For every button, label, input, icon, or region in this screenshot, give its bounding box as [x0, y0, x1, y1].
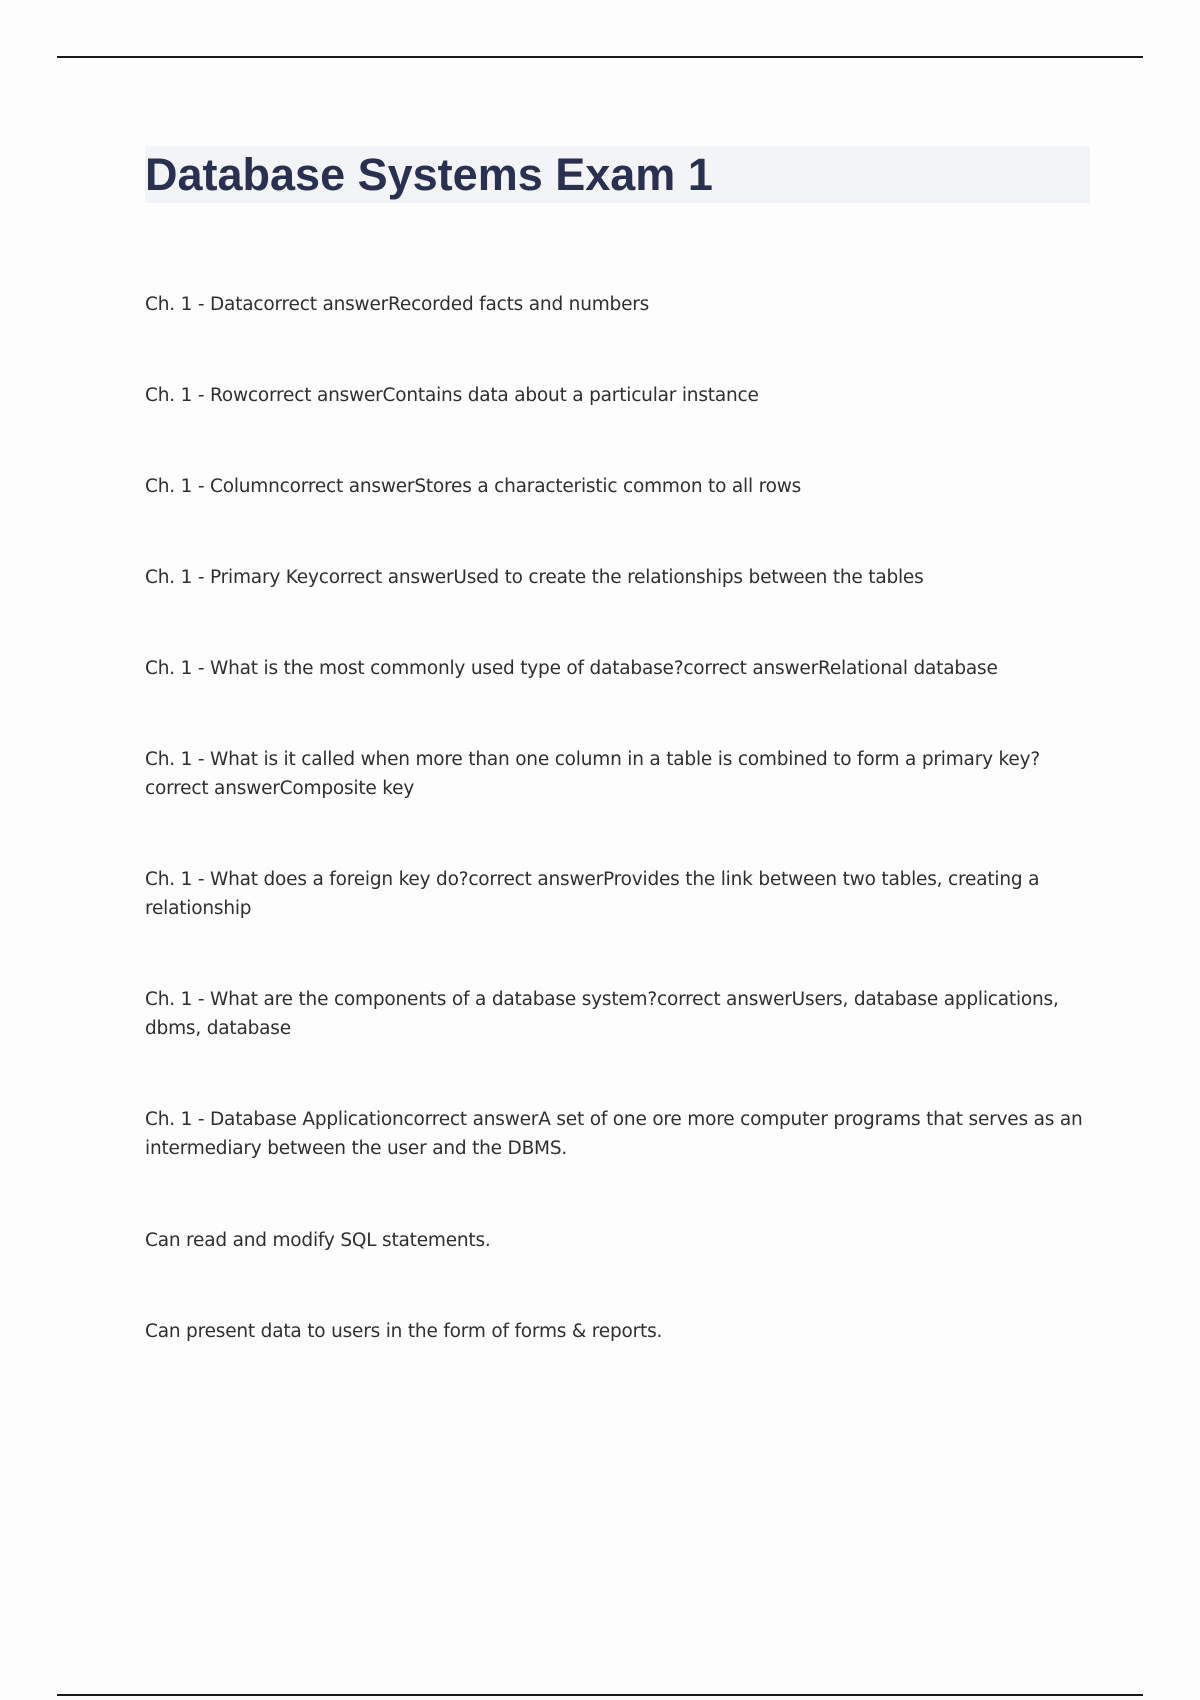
- entry-forms-reports: Can present data to users in the form of forms & reports.: [145, 1321, 663, 1342]
- entry-primary-key: Ch. 1 - Primary Keycorrect answerUsed to create the relationships between the tables: [145, 567, 924, 588]
- entry-row: Ch. 1 - Rowcorrect answerContains data about a particular instance: [145, 385, 759, 406]
- document-title: Database Systems Exam 1: [145, 149, 713, 200]
- entry-column: Ch. 1 - Columncorrect answerStores a characteristic common to all rows: [145, 476, 802, 497]
- entry-database-application: Ch. 1 - Database Applicationcorrect answerA set of one ore more computer programs that serves as an intermediary between the user and the DBMS.: [145, 1109, 1083, 1159]
- title-banner: [145, 146, 1090, 203]
- entry-foreign-key: Ch. 1 - What does a foreign key do?correct answerProvides the link between two tables, creating a relationship: [145, 869, 1040, 919]
- entry-database-system-components: Ch. 1 - What are the components of a database system?correct answerUsers, database applications, dbms, database: [145, 989, 1059, 1039]
- entry-composite-key: Ch. 1 - What is it called when more than one column in a table is combined to form a primary key?correct answerComposite key: [145, 749, 1040, 799]
- entry-data: Ch. 1 - Datacorrect answerRecorded facts and numbers: [145, 294, 650, 315]
- top-rule: [57, 56, 1143, 58]
- entry-sql-statements: Can read and modify SQL statements.: [145, 1230, 491, 1251]
- entry-common-database-type: Ch. 1 - What is the most commonly used type of database?correct answerRelational database: [145, 658, 998, 679]
- bottom-rule: [57, 1694, 1143, 1696]
